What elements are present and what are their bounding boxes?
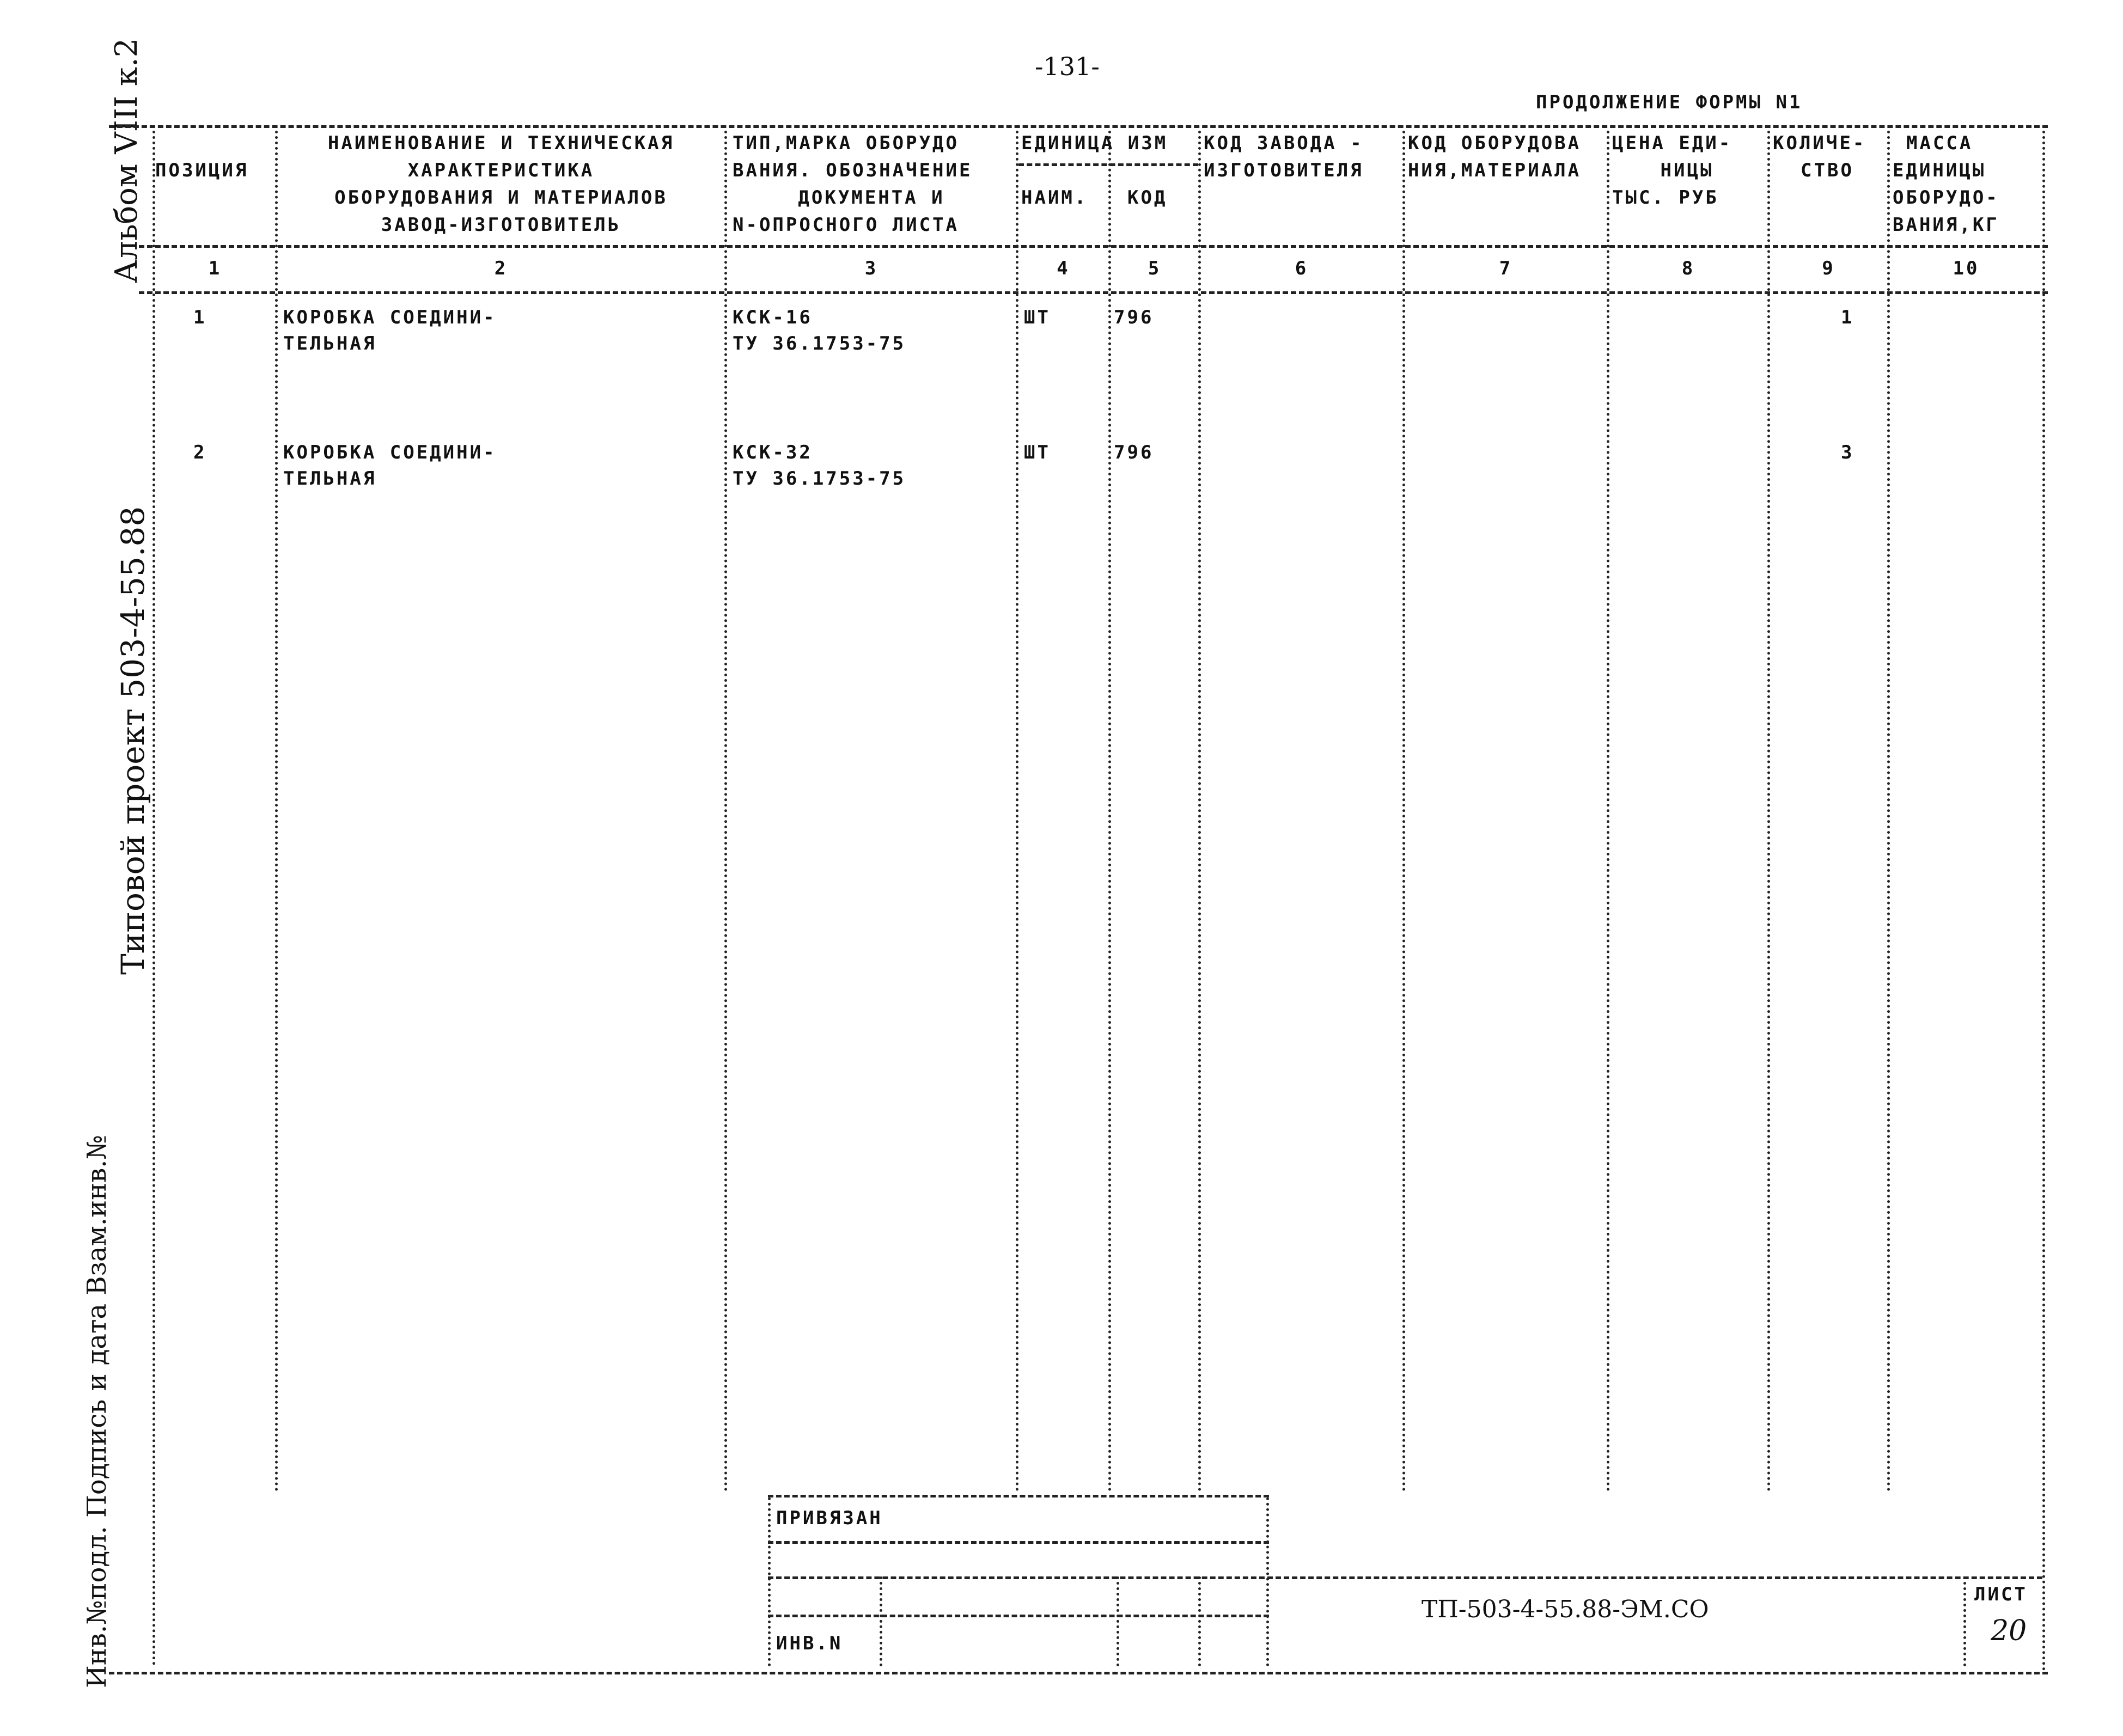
- col-number-2: 2: [494, 258, 508, 279]
- row2-code: 796: [1114, 442, 1154, 463]
- stamp-sep-right: [1266, 1497, 1269, 1666]
- header-col8-line1: ЦЕНА ЕДИ-: [1612, 132, 1732, 154]
- row1-code: 796: [1114, 307, 1154, 328]
- header-col2-line1: НАИМЕНОВАНИЕ И ТЕХНИЧЕСКАЯ: [327, 132, 675, 154]
- col-number-9: 9: [1822, 258, 1835, 279]
- header-col6-line2: ИЗГОТОВИТЕЛЯ: [1204, 160, 1364, 181]
- col-number-5: 5: [1148, 258, 1162, 279]
- row2-name-line2: ТЕЛЬНАЯ: [283, 468, 377, 490]
- rule-bottom: [109, 1672, 2048, 1674]
- col-number-4: 4: [1057, 258, 1070, 279]
- continuation-title: ПРОДОЛЖЕНИЕ ФОРМЫ N1: [1536, 91, 1803, 113]
- header-col7-line1: КОД ОБОРУДОВА: [1408, 132, 1582, 154]
- header-col10-line1: МАССА: [1906, 132, 1973, 154]
- stamp-rule-3: [768, 1576, 2042, 1579]
- header-col8-line2: НИЦЫ: [1660, 160, 1714, 181]
- col-sep-6: [1198, 131, 1201, 1492]
- col-sep-7: [1402, 131, 1405, 1492]
- col-sep-5: [1108, 131, 1111, 1492]
- header-col10-line4: ВАНИЯ,КГ: [1893, 214, 1999, 236]
- header-col3-line3: ДОКУМЕНТА И: [798, 187, 945, 209]
- row1-type-line2: ТУ 36.1753-75: [733, 333, 906, 354]
- stamp-sep-a: [880, 1576, 882, 1666]
- rule-header-bottom: [139, 245, 2048, 248]
- header-col2-line2: ХАРАКТЕРИСТИКА: [407, 160, 595, 181]
- header-col3-line2: ВАНИЯ. ОБОЗНАЧЕНИЕ: [733, 160, 973, 181]
- col-sep-8: [1607, 131, 1609, 1492]
- row2-position: 2: [193, 442, 207, 463]
- row2-quantity: 3: [1841, 442, 1854, 463]
- stamp-bound-label: ПРИВЯЗАН: [776, 1507, 883, 1529]
- stamp-sep-b: [1117, 1576, 1119, 1666]
- row2-type-line2: ТУ 36.1753-75: [733, 468, 906, 490]
- col-number-3: 3: [864, 258, 879, 279]
- rule-numbers-bottom: [139, 291, 2048, 294]
- col-number-6: 6: [1295, 258, 1309, 279]
- header-col10-line2: ЕДИНИЦЫ: [1893, 160, 1986, 181]
- row1-name-line2: ТЕЛЬНАЯ: [283, 333, 377, 354]
- col-sep-9: [1767, 131, 1770, 1492]
- stamp-rule-1: [768, 1495, 1269, 1497]
- page-number: -131-: [1035, 52, 1100, 81]
- stamp-sheet-number: 20: [1991, 1615, 2027, 1647]
- col-sep-3: [724, 131, 727, 1492]
- stamp-sep-c: [1198, 1576, 1201, 1666]
- row1-type-line1: КСК-16: [733, 307, 813, 328]
- col-sep-2: [275, 131, 278, 1492]
- stamp-rule-2: [768, 1541, 1269, 1544]
- stamp-sep-left: [768, 1497, 771, 1666]
- side-label-stamps: Инв.№подл. Подпись и дата Взам.инв.№: [82, 1135, 112, 1688]
- stamp-rule-4: [768, 1615, 1269, 1617]
- col-number-8: 8: [1681, 258, 1695, 279]
- side-label-album: Альбом VIII к.2: [109, 38, 144, 283]
- header-col2-line3: ОБОРУДОВАНИЯ И МАТЕРИАЛОВ: [334, 187, 668, 209]
- col-sep-1: [152, 131, 155, 1666]
- row2-name-line1: КОРОБКА СОЕДИНИ-: [283, 442, 497, 463]
- col-sep-10: [1887, 131, 1890, 1492]
- header-col5: КОД: [1127, 187, 1168, 209]
- header-col9-line1: КОЛИЧЕ-: [1773, 132, 1866, 154]
- header-col10-line3: ОБОРУДО-: [1893, 187, 1999, 209]
- stamp-inv-label: ИНВ.N: [776, 1633, 843, 1654]
- header-col6-line1: КОД ЗАВОДА -: [1204, 132, 1364, 154]
- header-col9-line2: СТВО: [1801, 160, 1854, 181]
- header-col7-line2: НИЯ,МАТЕРИАЛА: [1408, 160, 1582, 181]
- rule-top: [109, 125, 2048, 128]
- row2-type-line1: КСК-32: [733, 442, 813, 463]
- header-col3-line1: ТИП,МАРКА ОБОРУДО: [733, 132, 959, 154]
- header-col1: ПОЗИЦИЯ: [155, 160, 249, 181]
- header-col8-line3: ТЫС. РУБ: [1612, 187, 1719, 209]
- row1-position: 1: [193, 307, 207, 328]
- row1-quantity: 1: [1841, 307, 1854, 328]
- stamp-sheet-label: ЛИСТ: [1974, 1584, 2028, 1605]
- header-col2-line4: ЗАВОД-ИЗГОТОВИТЕЛЬ: [381, 214, 621, 236]
- col-number-7: 7: [1499, 258, 1513, 279]
- header-col3-line4: N-ОПРОСНОГО ЛИСТА: [733, 214, 959, 236]
- col-sep-right: [2042, 131, 2045, 1672]
- row2-unit: ШТ: [1024, 442, 1051, 463]
- stamp-document-code: ТП-503-4-55.88-ЭМ.СО: [1422, 1596, 1709, 1623]
- col-sep-4: [1016, 131, 1018, 1492]
- side-label-project: Типовой проект 503-4-55.88: [114, 506, 151, 975]
- header-col4: НАИМ.: [1021, 187, 1088, 209]
- row1-name-line1: КОРОБКА СОЕДИНИ-: [283, 307, 497, 328]
- header-col45-top: ЕДИНИЦА ИЗМ: [1021, 132, 1168, 154]
- col-number-1: 1: [208, 258, 222, 279]
- stamp-sep-sheet: [1963, 1576, 1966, 1666]
- col-number-10: 10: [1953, 258, 1980, 279]
- row1-unit: ШТ: [1024, 307, 1051, 328]
